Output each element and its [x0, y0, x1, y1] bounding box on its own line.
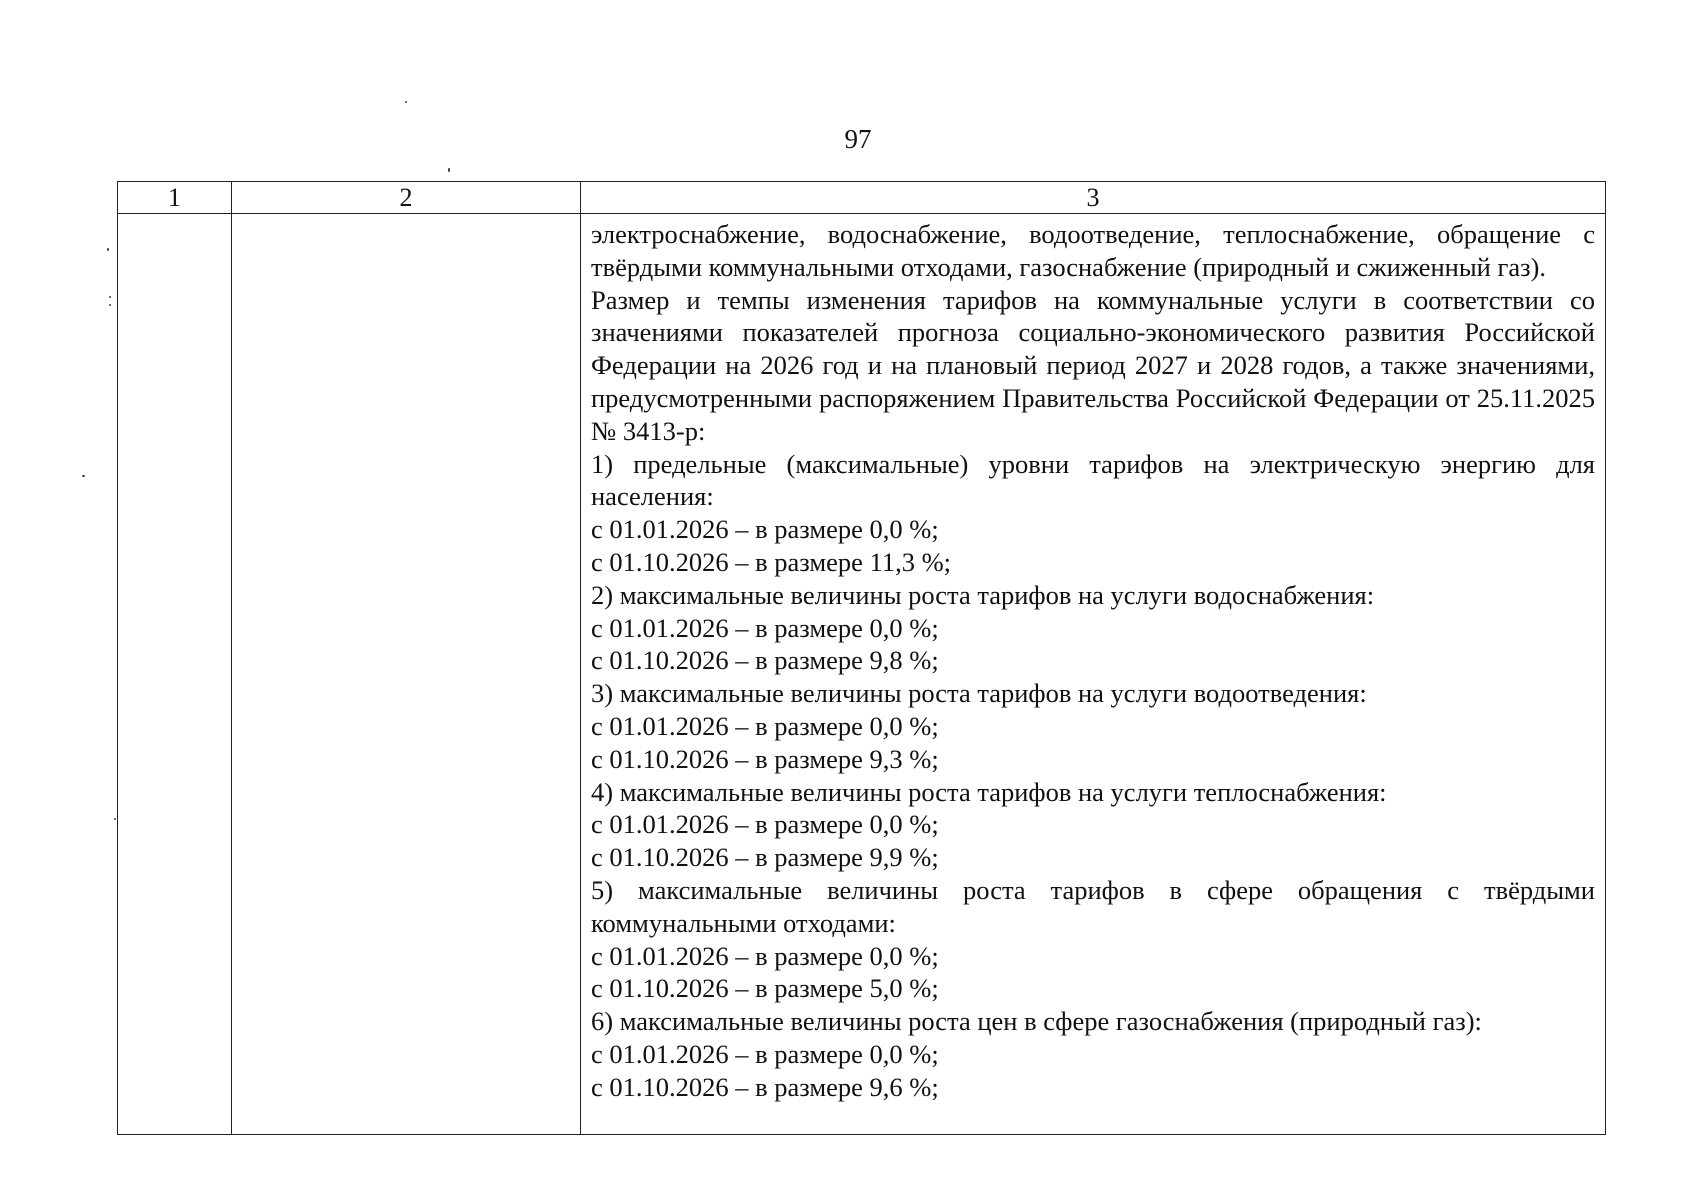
- cell-col-3: [581, 214, 1606, 1135]
- text-line: 6) максимальные величины роста цен в сфере газоснабжения (природный газ):: [591, 1006, 1482, 1037]
- table-row: [118, 214, 1606, 1135]
- text-line: с 01.01.2026 – в размере 0,0 %;: [591, 1038, 939, 1069]
- text-line: с 01.01.2026 – в размере 0,0 %;: [591, 809, 939, 840]
- text-line: с 01.01.2026 – в размере 0,0 %;: [591, 612, 939, 643]
- text-line: с 01.01.2026 – в размере 0,0 %;: [591, 710, 939, 741]
- text-line: с 01.10.2026 – в размере 9,9 %;: [591, 842, 939, 873]
- column-header-1: 1: [118, 182, 232, 214]
- text-line: 4) максимальные величины роста тарифов на услуги теплоснабжения:: [591, 776, 1387, 807]
- tariff-table: [117, 181, 1606, 1135]
- table-header-row: [118, 182, 1606, 214]
- text-line: с 01.01.2026 – в размере 0,0 %;: [591, 940, 939, 971]
- text-line: 2) максимальные величины роста тарифов на услуги водоснабжения:: [591, 579, 1375, 610]
- text-line: с 01.10.2026 – в размере 9,6 %;: [591, 1071, 939, 1102]
- text-line: с 01.01.2026 – в размере 0,0 %;: [591, 514, 939, 545]
- column-header-3: 3: [581, 182, 1606, 214]
- page-number: 97: [844, 124, 872, 154]
- text-line: с 01.10.2026 – в размере 9,8 %;: [591, 645, 939, 676]
- text-line: 1) предельные (максимальные) уровни тарифов на электрическую энергию для населения:: [591, 448, 1595, 512]
- cell-col-2: [232, 214, 581, 1135]
- column-header-2: 2: [232, 182, 581, 214]
- text-line: с 01.10.2026 – в размере 9,3 %;: [591, 743, 939, 774]
- text-line: с 01.10.2026 – в размере 5,0 %;: [591, 973, 939, 1004]
- text-line: 5) максимальные величины роста тарифов в сфере обращения с твёрдыми коммунальными отходами:: [591, 874, 1595, 938]
- text-line: Размер и темпы изменения тарифов на коммунальные услуги в соответствии со значениями показателей прогноза социально-экономического развития Российской Федерации на 2026 год и на плановый период 2027 и 2028 годов, а также значениями, предусмотренными распоряжением Правительства Российской Федерации от 25.11.2025 № 3413-р:: [591, 284, 1595, 446]
- text-line: 3) максимальные величины роста тарифов на услуги водоотведения:: [591, 678, 1367, 709]
- cell-col-1: [118, 214, 232, 1135]
- text-line: с 01.10.2026 – в размере 11,3 %;: [591, 546, 952, 577]
- text-line: электроснабжение, водоснабжение, водоотведение, теплоснабжение, обращение с твёрдыми коммунальными отходами, газоснабжение (природный и сжиженный газ).: [591, 219, 1595, 282]
- tariff-text-block: [591, 218, 1595, 1104]
